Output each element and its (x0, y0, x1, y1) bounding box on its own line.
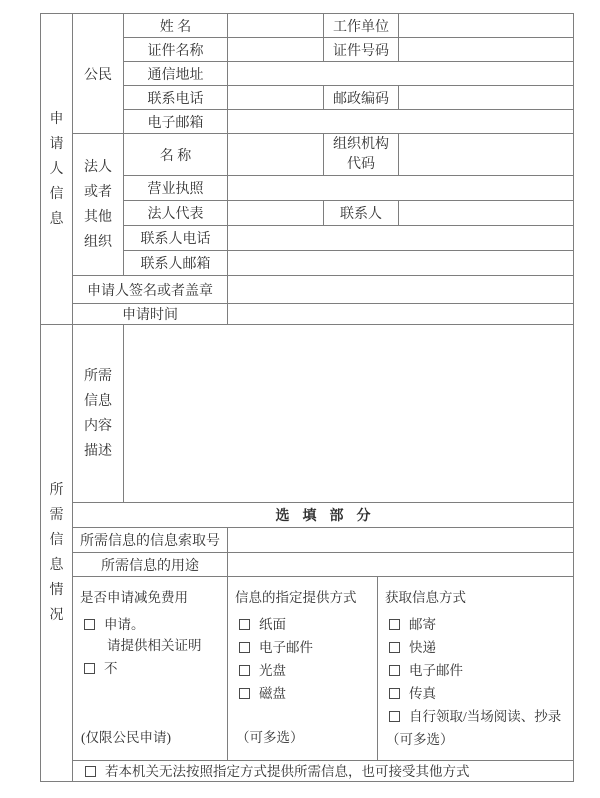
work-unit-input-cell[interactable] (399, 14, 574, 38)
work-unit-label: 工作单位 (324, 14, 399, 38)
contact-phone-label: 联系人电话 (124, 226, 228, 251)
postcode-label: 邮政编码 (324, 86, 399, 110)
citizen-group-label: 公民 (84, 67, 112, 83)
license-input-cell[interactable] (228, 176, 574, 201)
obtain-self-checkbox[interactable] (389, 711, 400, 722)
legal-entity-group-header (73, 134, 124, 276)
email-input-cell[interactable] (228, 110, 574, 134)
provide-method-title: 信息的指定提供方式 (235, 590, 357, 605)
fee-waiver-footnote: (仅限公民申请) (81, 730, 171, 745)
org-name-input-cell[interactable] (228, 134, 324, 176)
email-label: 电子邮箱 (124, 110, 228, 134)
address-label: 通信地址 (124, 62, 228, 86)
application-form (40, 13, 574, 782)
provide-cd-checkbox[interactable] (239, 665, 250, 676)
provide-email-label: 电子邮件 (259, 640, 313, 655)
legal-entity-group-label: 法人或者其他组织 (84, 159, 112, 250)
org-name-label: 名 称 (124, 134, 228, 176)
fallback-label: 若本机关无法按照指定方式提供所需信息，也可接受其他方式 (105, 763, 470, 779)
description-label-text: 所需信息内容描述 (84, 368, 112, 459)
contact-label: 联系人 (324, 201, 399, 226)
provide-disk-label: 磁盘 (259, 686, 286, 701)
name-label: 姓 名 (124, 14, 228, 38)
description-input-cell[interactable] (124, 325, 574, 503)
obtain-fax-label: 传真 (409, 686, 436, 701)
obtain-express-label: 快递 (409, 640, 436, 655)
phone-input-cell[interactable] (228, 86, 324, 110)
org-code-input-cell[interactable] (399, 134, 574, 176)
required-section-header (41, 325, 73, 782)
index-number-label: 所需信息的信息索取号 (73, 528, 228, 553)
obtain-mail-option[interactable] (378, 613, 573, 636)
id-type-label: 证件名称 (124, 38, 228, 62)
index-number-input-cell[interactable] (228, 528, 574, 553)
id-type-input-cell[interactable] (228, 38, 324, 62)
obtain-self-label: 自行领取/当场阅读、抄录 (409, 709, 562, 724)
signature-input-cell[interactable] (228, 276, 574, 304)
obtain-mail-checkbox[interactable] (389, 619, 400, 630)
provide-email-checkbox[interactable] (239, 642, 250, 653)
representative-input-cell[interactable] (228, 201, 324, 226)
fee-waiver-box (73, 577, 227, 760)
org-code-label (324, 134, 399, 176)
contact-phone-input-cell[interactable] (228, 226, 574, 251)
provide-method-cell (228, 577, 378, 761)
contact-input-cell[interactable] (399, 201, 574, 226)
signature-label: 申请人签名或者盖章 (73, 276, 228, 304)
fee-waiver-apply-label: 申请。 (104, 617, 145, 632)
org-code-label-text: 组织机构代码 (333, 136, 389, 172)
license-label: 营业执照 (124, 176, 228, 201)
fee-waiver-cell (73, 577, 228, 761)
obtain-method-cell (378, 577, 574, 761)
required-section-label: 所需信息情况 (49, 483, 64, 623)
fee-waiver-apply-note: 请提供相关证明 (107, 638, 202, 653)
obtain-mail-label: 邮寄 (409, 617, 436, 632)
obtain-express-checkbox[interactable] (389, 642, 400, 653)
contact-email-label: 联系人邮箱 (124, 251, 228, 276)
representative-label: 法人代表 (124, 201, 228, 226)
postcode-input-cell[interactable] (399, 86, 574, 110)
obtain-express-option[interactable] (378, 636, 573, 659)
obtain-fax-option[interactable] (378, 682, 573, 705)
fallback-cell (73, 761, 574, 782)
obtain-email-label: 电子邮件 (409, 663, 463, 678)
purpose-label: 所需信息的用途 (73, 553, 228, 577)
citizen-group-header (73, 14, 124, 134)
contact-email-input-cell[interactable] (228, 251, 574, 276)
fee-waiver-no-label: 不 (104, 661, 118, 676)
fee-waiver-no-option[interactable] (73, 657, 227, 680)
provide-paper-label: 纸面 (259, 617, 286, 632)
apply-time-label: 申请时间 (73, 304, 228, 325)
optional-section-title: 选填部分 (73, 503, 574, 528)
obtain-method-footnote: （可多选） (386, 732, 454, 747)
fee-waiver-title: 是否申请减免费用 (80, 590, 188, 605)
fee-waiver-apply-option[interactable] (73, 613, 227, 636)
applicant-section-header (41, 14, 73, 325)
provide-paper-option[interactable] (228, 613, 377, 636)
obtain-email-checkbox[interactable] (389, 665, 400, 676)
provide-disk-option[interactable] (228, 682, 377, 705)
obtain-self-option[interactable] (378, 705, 573, 728)
fee-waiver-no-checkbox[interactable] (84, 663, 95, 674)
obtain-method-box (378, 577, 573, 760)
fallback-option[interactable] (73, 762, 573, 781)
apply-time-input-cell[interactable] (228, 304, 574, 325)
fee-waiver-apply-checkbox[interactable] (84, 619, 95, 630)
description-label (73, 325, 124, 503)
address-input-cell[interactable] (228, 62, 574, 86)
provide-cd-option[interactable] (228, 659, 377, 682)
id-number-input-cell[interactable] (399, 38, 574, 62)
obtain-email-option[interactable] (378, 659, 573, 682)
provide-paper-checkbox[interactable] (239, 619, 250, 630)
applicant-section-label: 申请人信息 (49, 111, 64, 227)
purpose-input-cell[interactable] (228, 553, 574, 577)
obtain-method-title: 获取信息方式 (385, 590, 466, 605)
name-input-cell[interactable] (228, 14, 324, 38)
provide-email-option[interactable] (228, 636, 377, 659)
provide-method-box (228, 577, 377, 760)
phone-label: 联系电话 (124, 86, 228, 110)
fallback-checkbox[interactable] (85, 766, 96, 777)
id-number-label: 证件号码 (324, 38, 399, 62)
provide-method-footnote: （可多选） (236, 730, 304, 745)
provide-cd-label: 光盘 (259, 663, 286, 678)
obtain-fax-checkbox[interactable] (389, 688, 400, 699)
provide-disk-checkbox[interactable] (239, 688, 250, 699)
